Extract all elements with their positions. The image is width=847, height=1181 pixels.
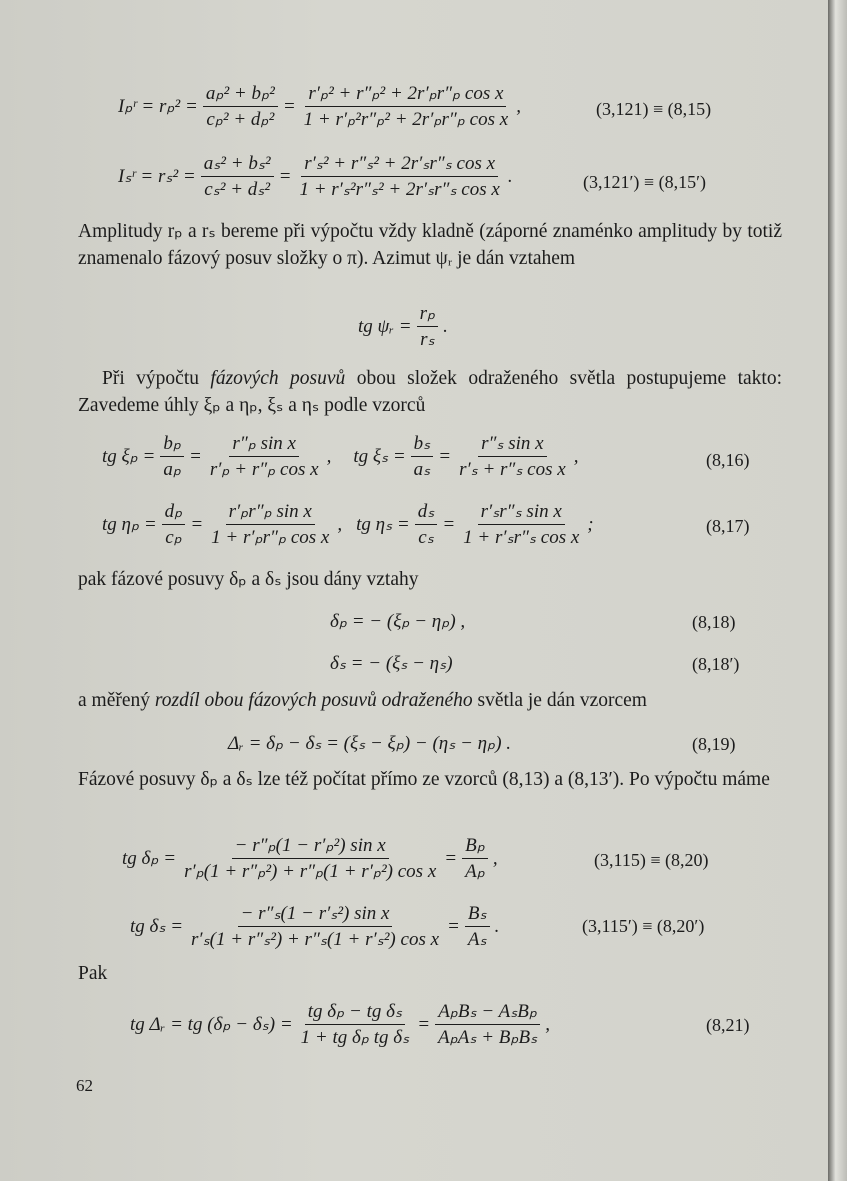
equation-8-18-prime: δₛ = − (ξₛ − ηₛ) — [330, 653, 453, 674]
fraction: $\frac{\text{rₚ}}{\text{rₛ}}$ — [417, 302, 439, 351]
fraction: $\frac{\text{aₚ² + bₚ²}}{\text{cₚ² + dₚ²}}$ — [203, 82, 278, 131]
equation-8-17: tg ηₚ = $\frac{\text{dₚ}}{\text{cₚ}}$ = $\frac{\text{r′ₚr″ₚ sin x}}{\text{1 + r′ₚr″ₚ cos x}}$ , tg ηₛ = $\frac{\text{dₛ}}{\text{cₛ}}$ = $\frac{\text{r′ₛr″ₛ sin x}}{\text{1 + r′ₛr″ₛ cos x}}$ ; — [102, 501, 594, 548]
paragraph-measured-difference: a měřený rozdíl obou fázových posuvů odraženého světla je dán vzorcem — [78, 690, 647, 711]
equation-tag: (3,121′) ≡ (8,15′) — [583, 172, 707, 192]
equation-8-20-prime: tg δₛ = $\frac{\text{− r″ₛ(1 − r′ₛ²) sin x}}{\text{r′ₛ(1 + r″ₛ²) + r″ₛ(1 + r′ₛ²) cos x}}$ = $\frac{\text{Bₛ}}{\text{Aₛ}}$ . — [130, 903, 500, 950]
eq-lhs: Iₛʳ = rₛ² = — [118, 166, 196, 187]
equation-tag: (8,18) — [692, 612, 736, 632]
equation-tag: (3,115′) ≡ (8,20′) — [582, 916, 705, 936]
equation-8-19: Δᵣ = δₚ − δₛ = (ξₛ − ξₚ) − (ηₛ − ηₚ) . — [228, 733, 512, 754]
equation-tag: (3,115) ≡ (8,20) — [594, 850, 709, 870]
equation-8-15-prime: Iₛʳ = rₛ² = $\frac{\text{aₛ² + bₛ²}}{\text{cₛ² + dₛ²}}$ = $\frac{\text{r′ₛ² + r″ₛ² + 2r′ₛr″ₛ cos x}}{\text{1 + r′ₛ²r″ₛ² + 2r′ₛr″ₛ cos x}}$ . — [118, 153, 513, 200]
equation-tag: (8,21) — [706, 1015, 750, 1035]
equation-8-16: tg ξₚ = $\frac{\text{bₚ}}{\text{aₚ}}$ = $\frac{\text{r″ₚ sin x}}{\text{r′ₚ + r″ₚ cos x}}$ , tg ξₛ = $\frac{\text{bₛ}}{\text{aₛ}}$ = $\frac{\text{r″ₛ sin x}}{\text{r′ₛ + r″ₛ cos x}}$ , — [102, 433, 579, 480]
paragraph-phase-shifts: Při výpočtu fázových posuvů obou složek odraženého světla postupujeme takto: Zavedeme úhly ξₚ a ηₚ, ξₛ a ηₛ podle vzorců — [78, 368, 782, 416]
paragraph-pak: Pak — [78, 963, 108, 984]
fraction: $\frac{\text{r′ₛ² + r″ₛ² + 2r′ₛr″ₛ cos x}}{\text{1 + r′ₛ²r″ₛ² + 2r′ₛr″ₛ cos x}}$ — [299, 153, 500, 200]
equation-tg-psi: tg ψᵣ = $\frac{\text{rₚ}}{\text{rₛ}}$ . — [358, 303, 448, 350]
equation-8-15: Iₚʳ = rₚ² = $\frac{\text{aₚ² + bₚ²}}{\text{cₚ² + dₚ²}}$ = $\frac{\text{r′ₚ² + r″ₚ² + 2r′ₚr″ₚ cos x}}{\text{1 + r′ₚ²r″ₚ² + 2r′ₚr″ₚ cos x}}$ , — [118, 83, 521, 130]
fraction: $\frac{\text{aₛ² + bₛ²}}{\text{cₛ² + dₛ²}}$ — [201, 152, 274, 201]
equation-8-18: δₚ = − (ξₚ − ηₚ) , — [330, 611, 466, 632]
equation-8-21: tg Δᵣ = tg (δₚ − δₛ) = $\frac{\text{tg δₚ − tg δₛ}}{\text{1 + tg δₚ tg δₛ}}$ = $\frac{\text{AₚBₛ − AₛBₚ}}{\text{AₚAₛ + BₚBₛ}}$ , — [130, 1001, 550, 1048]
equation-tag: (3,121) ≡ (8,15) — [596, 99, 712, 119]
equation-tag: (8,19) — [692, 734, 736, 754]
fraction: $\frac{\text{r′ₚ² + r″ₚ² + 2r′ₚr″ₚ cos x}}{\text{1 + r′ₚ²r″ₚ² + 2r′ₚr″ₚ cos x}}$ — [303, 83, 509, 130]
book-spine-edge — [828, 0, 847, 1181]
equation-tag: (8,18′) — [692, 654, 740, 674]
paragraph-amplitudes: Amplitudy rₚ a rₛ bereme při výpočtu vždy kladně (záporné znaménko amplitudy by totiž znamenalo fázový posuv složky o π). Azimut ψᵣ je dán vztahem — [78, 221, 782, 269]
page-number: 62 — [76, 1076, 93, 1095]
eq-lhs: Iₚʳ = rₚ² = — [118, 96, 198, 117]
equation-tag: (8,16) — [706, 450, 750, 470]
equation-8-20: tg δₚ = $\frac{\text{− r″ₚ(1 − r′ₚ²) sin x}}{\text{r′ₚ(1 + r″ₚ²) + r″ₚ(1 + r′ₚ²) cos x}}$ = $\frac{\text{Bₚ}}{\text{Aₚ}}$ , — [122, 835, 498, 882]
paragraph-direct-computation: Fázové posuvy δₚ a δₛ lze též počítat přímo ze vzorců (8,13) a (8,13′). Po výpočtu máme — [78, 769, 770, 790]
equation-tag: (8,17) — [706, 516, 750, 536]
paragraph-then: pak fázové posuvy δₚ a δₛ jsou dány vztahy — [78, 569, 419, 590]
